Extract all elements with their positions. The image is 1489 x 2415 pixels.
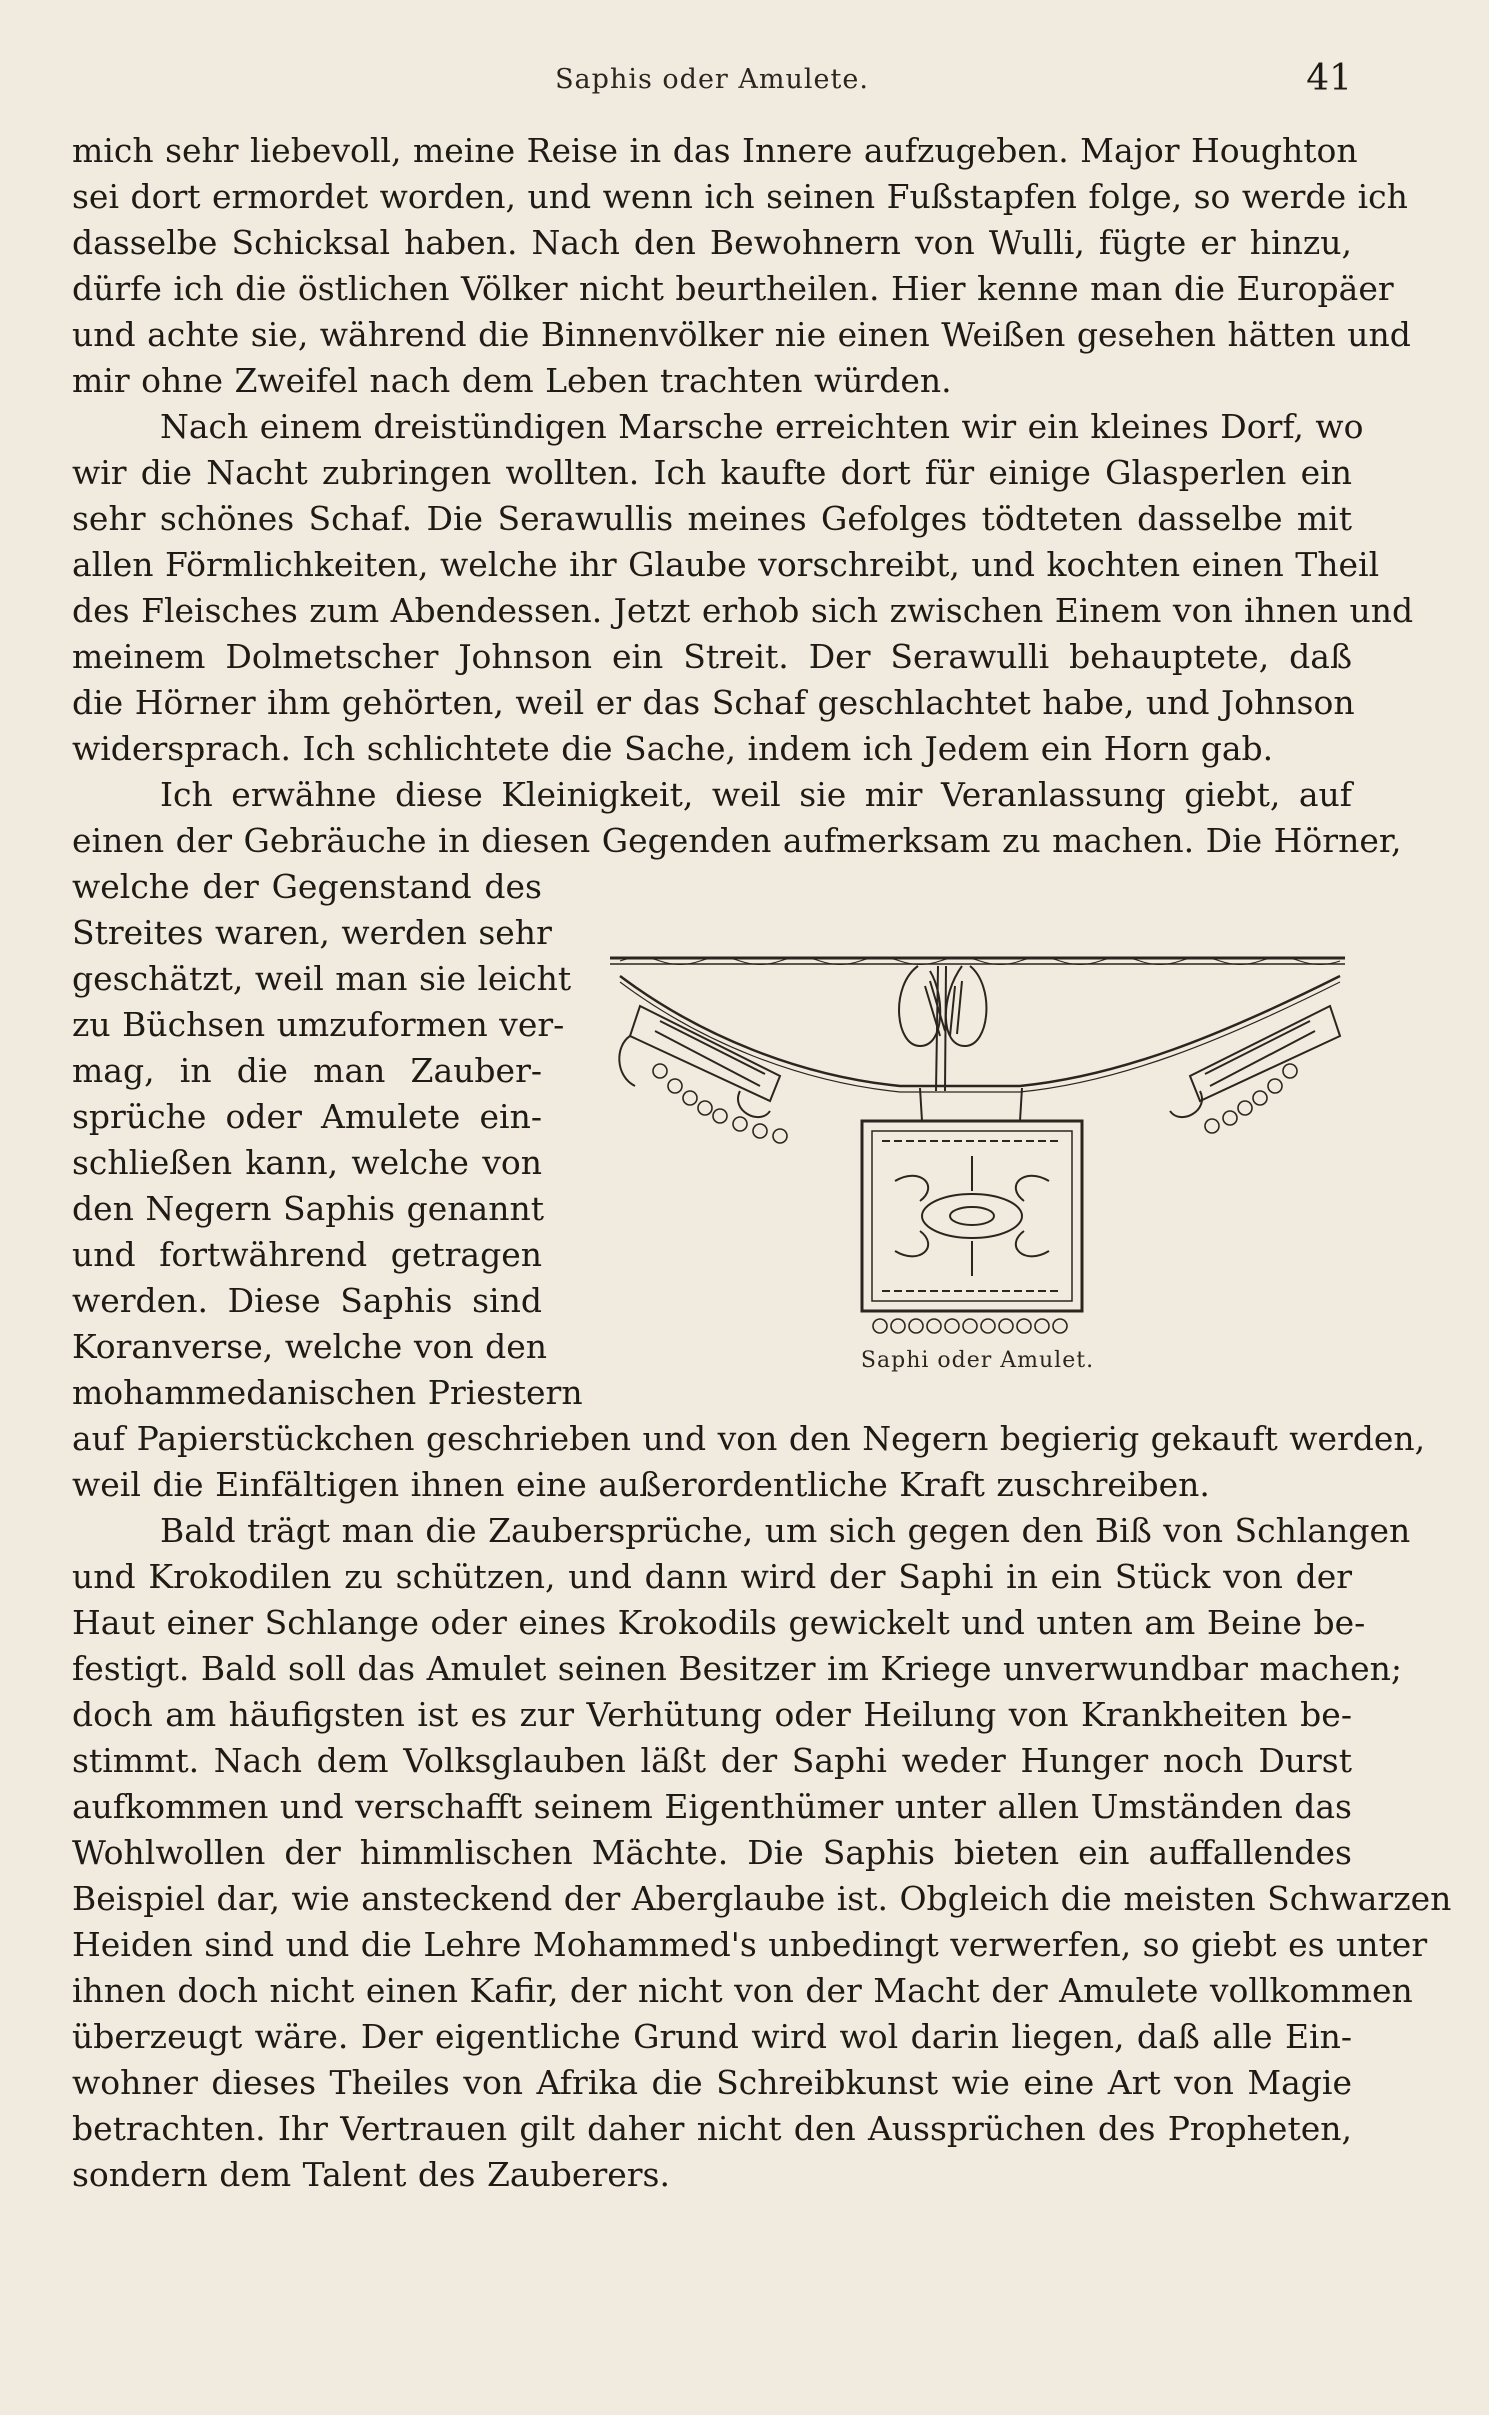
text-line: aufkommen und verschafft seinem Eigenthümer unter allen Umständen das xyxy=(72,1787,1352,1826)
text-line: einen der Gebräuche in diesen Gegenden aufmerksam zu machen. Die Hörner, xyxy=(72,821,1402,860)
text-line: und Krokodilen zu schützen, und dann wird der Saphi in ein Stück von der xyxy=(72,1557,1352,1596)
text-line: sondern dem Talent des Zauberers. xyxy=(72,2155,670,2194)
text-line: allen Förmlichkeiten, welche ihr Glaube vorschreibt, und kochten einen Theil xyxy=(72,545,1380,584)
text-line: des Fleisches zum Abendessen. Jetzt erhob sich zwischen Einem von ihnen und xyxy=(72,591,1414,630)
text-line: Bald trägt man die Zaubersprüche, um sich gegen den Biß von Schlangen xyxy=(160,1511,1411,1550)
text-line: geschätzt, weil man sie leicht xyxy=(72,959,572,998)
page-number: 41 xyxy=(1306,58,1352,99)
text-line: wohner dieses Theiles von Afrika die Schreibkunst wie eine Art von Magie xyxy=(72,2063,1352,2102)
text-line: mohammedanischen Priestern xyxy=(72,1373,583,1412)
text-line: und fortwährend getragen xyxy=(72,1235,542,1274)
text-line: weil die Einfältigen ihnen eine außerordentliche Kraft zuschreiben. xyxy=(72,1465,1210,1504)
text-line: mich sehr liebevoll, meine Reise in das Innere aufzugeben. Major Houghton xyxy=(72,131,1358,170)
text-line: sprüche oder Amulete ein- xyxy=(72,1097,542,1136)
text-line: Streites waren, werden sehr xyxy=(72,913,552,952)
text-line: ihnen doch nicht einen Kafir, der nicht von der Macht der Amulete vollkommen xyxy=(72,1971,1413,2010)
text-line: und achte sie, während die Binnenvölker nie einen Weißen gesehen hätten und xyxy=(72,315,1411,354)
text-line: auf Papierstückchen geschrieben und von den Negern begierig gekauft werden, xyxy=(72,1419,1426,1458)
text-line: wir die Nacht zubringen wollten. Ich kaufte dort für einige Glasperlen ein xyxy=(72,453,1352,492)
text-line: betrachten. Ihr Vertrauen gilt daher nicht den Aussprüchen des Propheten, xyxy=(72,2109,1352,2148)
text-line: Koranverse, welche von den xyxy=(72,1327,547,1366)
page-header xyxy=(72,58,1352,108)
figure-caption: Saphi oder Amulet. xyxy=(860,1348,1095,1373)
text-line: zu Büchsen umzuformen ver- xyxy=(72,1005,565,1044)
text-line: meinem Dolmetscher Johnson ein Streit. Der Serawulli behauptete, daß xyxy=(72,637,1352,676)
text-line: die Hörner ihm gehörten, weil er das Schaf geschlachtet habe, und Johnson xyxy=(72,683,1355,722)
text-line: Haut einer Schlange oder eines Krokodils gewickelt und unten am Beine be- xyxy=(72,1603,1366,1642)
amulet-illustration xyxy=(600,926,1355,1346)
text-line: werden. Diese Saphis sind xyxy=(72,1281,542,1320)
text-line: schließen kann, welche von xyxy=(72,1143,542,1182)
text-line: festigt. Bald soll das Amulet seinen Besitzer im Kriege unverwundbar machen; xyxy=(72,1649,1403,1688)
text-line: Heiden sind und die Lehre Mohammed's unbedingt verwerfen, so giebt es unter xyxy=(72,1925,1428,1964)
text-line: überzeugt wäre. Der eigentliche Grund wird wol darin liegen, daß alle Ein- xyxy=(72,2017,1352,2056)
text-line: Wohlwollen der himmlischen Mächte. Die Saphis bieten ein auffallendes xyxy=(72,1833,1352,1872)
text-line: dasselbe Schicksal haben. Nach den Bewohnern von Wulli, fügte er hinzu, xyxy=(72,223,1352,262)
text-line: Ich erwähne diese Kleinigkeit, weil sie mir Veranlassung giebt, auf xyxy=(160,775,1352,814)
text-line: dürfe ich die östlichen Völker nicht beurtheilen. Hier kenne man die Europäer xyxy=(72,269,1394,308)
text-line: sei dort ermordet worden, und wenn ich seinen Fußstapfen folge, so werde ich xyxy=(72,177,1408,216)
text-line: stimmt. Nach dem Volksglauben läßt der Saphi weder Hunger noch Durst xyxy=(72,1741,1352,1780)
text-line: Nach einem dreistündigen Marsche erreichten wir ein kleines Dorf, wo xyxy=(160,407,1364,446)
amulet-figure xyxy=(600,926,1355,1386)
text-line: welche der Gegenstand des xyxy=(72,867,542,906)
text-line: mir ohne Zweifel nach dem Leben trachten würden. xyxy=(72,361,952,400)
text-line: widersprach. Ich schlichtete die Sache, indem ich Jedem ein Horn gab. xyxy=(72,729,1274,768)
text-line: sehr schönes Schaf. Die Serawullis meines Gefolges tödteten dasselbe mit xyxy=(72,499,1352,538)
text-line: Beispiel dar, wie ansteckend der Aberglaube ist. Obgleich die meisten Schwarzen xyxy=(72,1879,1452,1918)
text-line: doch am häufigsten ist es zur Verhütung oder Heilung von Krankheiten be- xyxy=(72,1695,1352,1734)
running-head: Saphis oder Amulete. xyxy=(555,64,869,95)
text-line: mag, in die man Zauber- xyxy=(72,1051,542,1090)
text-line: den Negern Saphis genannt xyxy=(72,1189,544,1228)
